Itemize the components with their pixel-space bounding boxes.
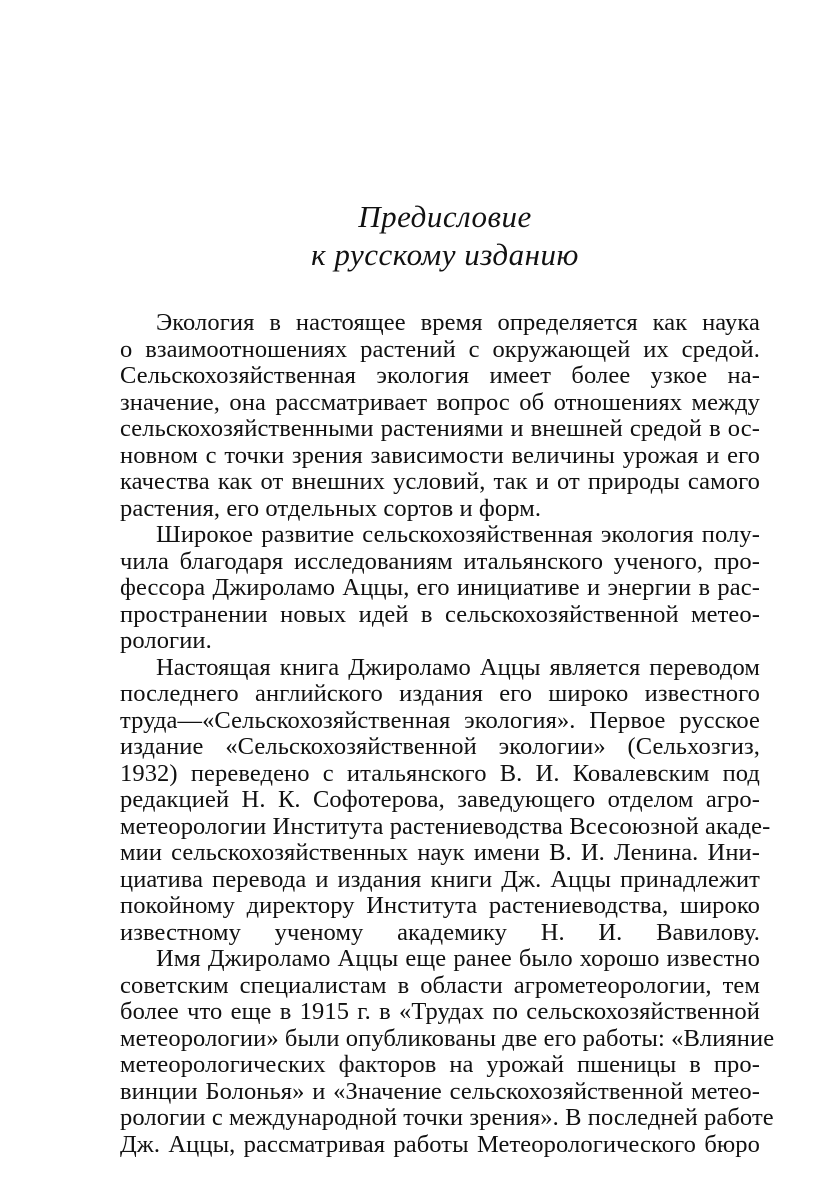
paragraph-line: рологии.: [120, 627, 212, 654]
paragraph-line: труда—«Сельскохозяйственная экология». Первое русское: [120, 707, 760, 734]
paragraph-line: Сельскохозяйственная экология имеет более узкое на-: [120, 362, 760, 389]
paragraph-line: Экология в настоящее время определяется как наука: [156, 309, 760, 336]
paragraph-line: циатива перевода и издания книги Дж. Аццы принадлежит: [120, 866, 760, 893]
paragraph-line: винции Болонья» и «Значение сельскохозяйственной метео-: [120, 1078, 760, 1105]
paragraph-line: Настоящая книга Джироламо Аццы является переводом: [156, 654, 760, 681]
paragraph-line: мии сельскохозяйственных наук имени В. И. Ленина. Ини-: [120, 839, 760, 866]
paragraph-line: последнего английского издания его широко известного: [120, 680, 760, 707]
paragraph-line: рологии с международной точки зрения». В последней работе: [120, 1104, 774, 1131]
page-title-line-2: к русскому изданию: [311, 237, 579, 272]
paragraph-line: 1932) переведено с итальянского В. И. Ковалевским под: [120, 760, 760, 787]
paragraph-line: метеорологии» были опубликованы две его работы: «Влияние: [120, 1025, 775, 1052]
paragraph-line: значение, она рассматривает вопрос об отношениях между: [120, 389, 760, 416]
paragraph-line: метеорологии Института растениеводства Всесоюзной акаде-: [120, 813, 771, 840]
paragraph-line: пространении новых идей в сельскохозяйственной метео-: [120, 601, 760, 628]
paragraph-line: более что еще в 1915 г. в «Трудах по сельскохозяйственной: [120, 998, 760, 1025]
paragraph-line: фессора Джироламо Аццы, его инициативе и энергии в рас-: [120, 574, 760, 601]
page-title-line-1: Предисловие: [358, 199, 532, 234]
paragraph-line: советским специалистам в области агрометеорологии, тем: [120, 972, 760, 999]
paragraph-line: редакцией Н. К. Софотерова, заведующего отделом агро-: [120, 786, 760, 813]
paragraph-line: покойному директору Института растениеводства, широко: [120, 892, 760, 919]
paragraph-line: метеорологических факторов на урожай пшеницы в про-: [120, 1051, 760, 1078]
paragraph-line: издание «Сельскохозяйственной экологии» (Сельхозгиз,: [120, 733, 760, 760]
paragraph-line: о взаимоотношениях растений с окружающей их средой.: [120, 336, 760, 363]
paragraph-line: Дж. Аццы, рассматривая работы Метеорологического бюро: [120, 1131, 760, 1158]
paragraph-line: растения, его отдельных сортов и форм.: [120, 495, 542, 522]
paragraph-line: чила благодаря исследованиям итальянского ученого, про-: [120, 548, 760, 575]
paragraph-line: новном с точки зрения зависимости величины урожая и его: [120, 442, 760, 469]
paragraph-line: Широкое развитие сельскохозяйственная экология полу-: [156, 521, 760, 548]
paragraph-line: сельскохозяйственными растениями и внешней средой в ос-: [120, 415, 760, 442]
paragraph-line: Имя Джироламо Аццы еще ранее было хорошо известно: [156, 945, 760, 972]
paragraph-line: известному ученому академику Н. И. Вавилову.: [120, 919, 760, 946]
paragraph-line: качества как от внешних условий, так и от природы самого: [120, 468, 760, 495]
